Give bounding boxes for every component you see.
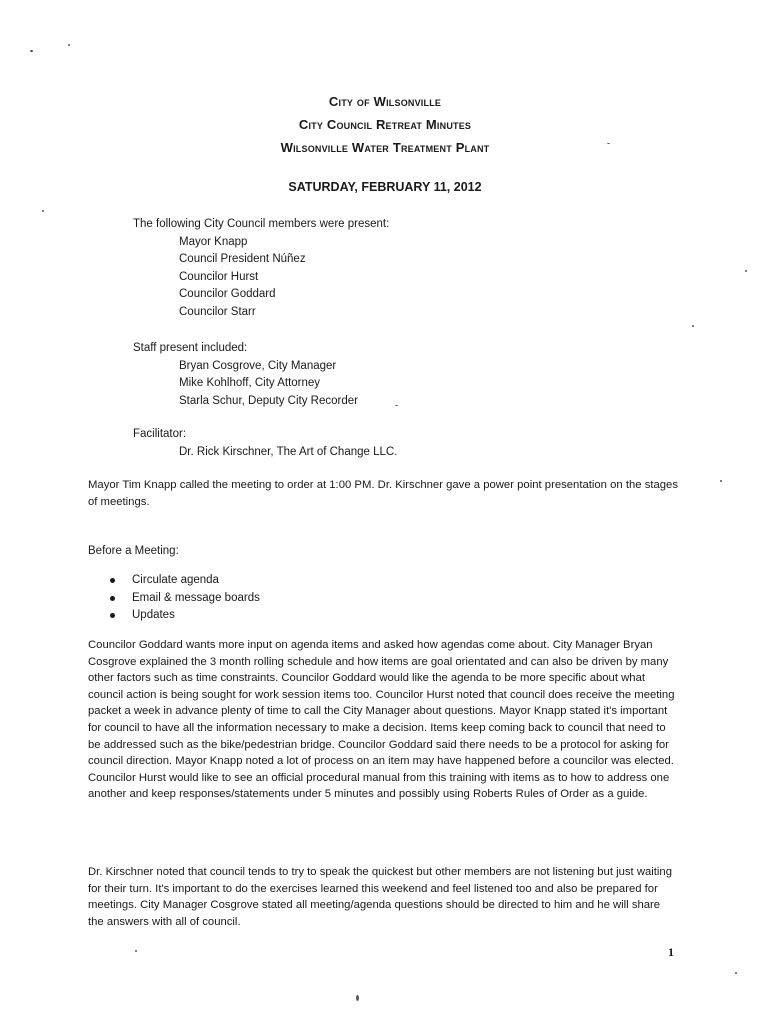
scan-speck: [356, 995, 359, 1001]
facilitator-list: [133, 444, 397, 462]
member-name: Council President Núñez: [179, 253, 306, 265]
staff-list: [133, 358, 358, 411]
member-name: Councilor Hurst: [179, 270, 259, 283]
scan-speck: [395, 405, 398, 406]
scan-speck: [607, 143, 610, 144]
scan-speck: [42, 210, 44, 212]
members-intro: The following City Council members were present:: [133, 218, 390, 230]
staff-name: Starla Schur, Deputy City Recorder: [179, 394, 358, 407]
staff-name: Mike Kohlhoff, City Attorney: [179, 377, 321, 389]
scan-speck: [720, 480, 722, 482]
staff-name: Bryan Cosgrove, City Manager: [179, 359, 337, 372]
staff-present-section: [133, 340, 358, 410]
list-item: [110, 590, 260, 608]
scan-speck: [692, 325, 694, 327]
facilitator-name: Dr. Rick Kirschner, The Art of Change LLC.: [179, 445, 398, 458]
list-item-text: Email & message boards: [132, 591, 260, 604]
list-item: [110, 572, 260, 590]
bullet-icon: [110, 596, 115, 601]
goddard-discussion-paragraph: Councilor Goddard wants more input on agenda items and asked how agendas come about. City Manager Bryan Cosgrove explained the 3 month rolling schedule and how items are goal orientated and can also be driven by many other factors such as time constraints. Councilor Goddard would like the agenda to be more specific about what council action is being sought for work session items too. Councilor Hurst noted that council does receive the meeting packet a week in advance plenty of time to call the City Manager about questions. Mayor Knapp stated it's important for council to have all the information necessary to make a decision. Items keep coming back to council that need to be addressed such as the bike/pedestrian bridge. Councilor Goddard said there needs to be a protocol for asking for council direction. Mayor Knapp noted a lot of process on an item may have happened before a councilor was elected. Councilor Hurst would like to see an official procedural manual from this training with items as to how to address one another and keep responses/statements under 5 minutes and possibly using Roberts Rules of Order as a guide.: [88, 639, 675, 801]
page-number: 1: [668, 945, 674, 959]
facilitator-section: [133, 426, 397, 461]
kirschner-discussion-paragraph: Dr. Kirschner noted that council tends to try to speak the quickest but other members are not listening but just waiting for their turn. It's important to do the exercises learned this weekend and feel listened too and also be prepared for meetings. City Manager Cosgrove stated all meeting/agenda questions should be directed to him and he will share the answers with all of council.: [88, 866, 672, 928]
bullet-icon: [110, 578, 115, 583]
staff-intro: Staff present included:: [133, 342, 248, 354]
before-meeting-list: [110, 572, 260, 625]
minutes-title-heading: City Council Retreat Minutes: [298, 117, 472, 132]
list-item: [110, 607, 260, 625]
scan-speck: [135, 950, 137, 952]
bullet-icon: [110, 613, 115, 618]
location-heading: Wilsonville Water Treatment Plant: [280, 140, 490, 155]
meeting-date: SATURDAY, FEBRUARY 11, 2012: [288, 180, 482, 194]
member-name: Councilor Goddard: [179, 288, 276, 300]
facilitator-intro: Facilitator:: [133, 428, 187, 440]
scan-speck: [735, 972, 737, 974]
call-to-order-paragraph: Mayor Tim Knapp called the meeting to order at 1:00 PM. Dr. Kirschner gave a power point presentation on the stages of meetings.: [88, 479, 678, 508]
city-name-heading: City of Wilsonville: [328, 94, 442, 109]
member-name: Councilor Starr: [179, 305, 256, 318]
scan-speck: [30, 50, 33, 52]
members-list: [133, 234, 389, 322]
before-meeting-label: Before a Meeting:: [88, 545, 179, 557]
list-item-text: Circulate agenda: [132, 574, 219, 586]
list-item-text: Updates: [132, 609, 175, 621]
scan-speck: [745, 270, 747, 272]
member-name: Mayor Knapp: [179, 235, 248, 248]
scan-speck: [68, 44, 70, 46]
members-present-section: [133, 216, 389, 321]
